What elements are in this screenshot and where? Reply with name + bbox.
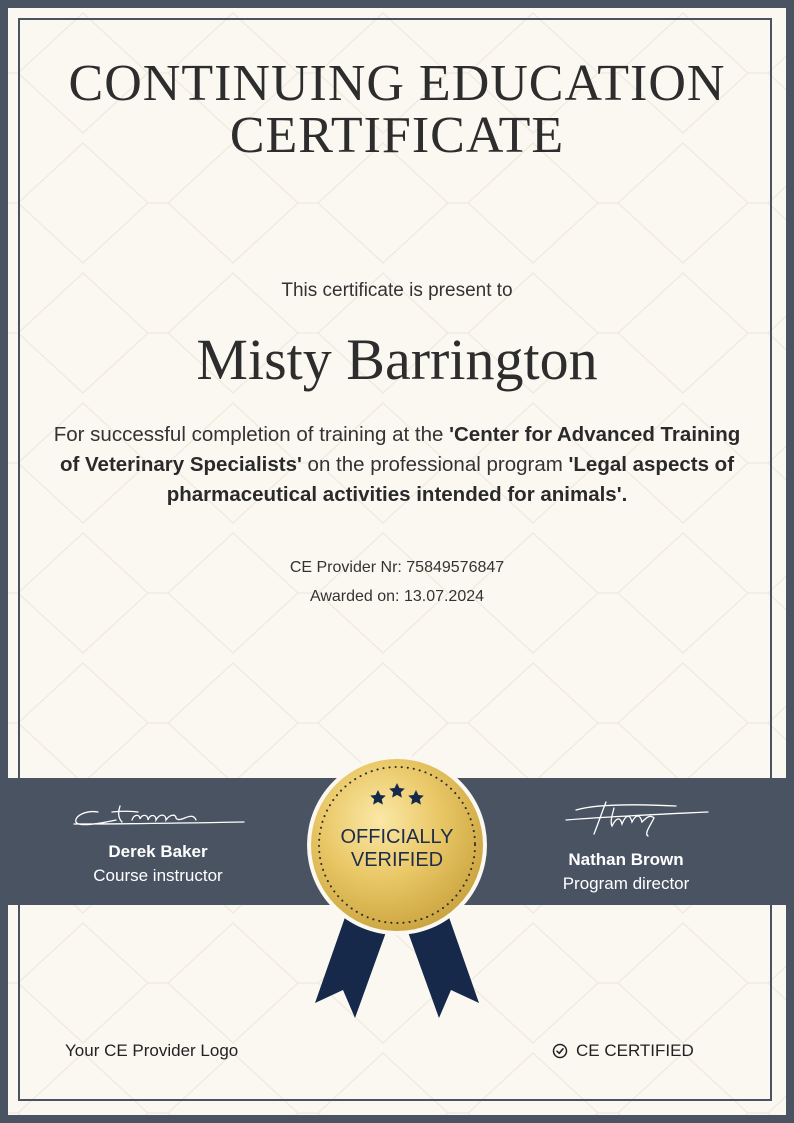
recipient-name: Misty Barrington <box>196 327 598 392</box>
seal-text <box>305 826 489 872</box>
awarded-date: Awarded on: 13.07.2024 <box>309 588 485 605</box>
signer-name-right: Nathan Brown <box>568 850 684 869</box>
seal-line-2: VERIFIED <box>350 849 444 871</box>
presented-text: This certificate is present to <box>281 280 513 301</box>
institution-name: 'Center for Advanced Training of Veterinary Specialists' <box>59 423 741 476</box>
check-circle-icon <box>552 1043 568 1059</box>
statement-part-1: For successful completion of training at the <box>53 423 450 446</box>
statement-part-2: on the professional program <box>301 453 569 476</box>
signature-left <box>58 798 258 886</box>
signature-right <box>526 798 726 894</box>
program-name: 'Legal aspects of pharmaceutical activities intended for animals'. <box>166 453 735 506</box>
ce-certified <box>552 1041 694 1061</box>
certificate-title <box>8 55 786 164</box>
seal-graphic <box>305 753 489 1023</box>
title-line-2: CERTIFICATE <box>229 107 565 164</box>
title-line-1: CONTINUING EDUCATION <box>68 55 726 112</box>
seal-line-1: OFFICIALLY <box>340 826 454 848</box>
verified-seal <box>305 753 489 1023</box>
signature-derek-baker <box>68 798 248 832</box>
ce-certified-label: CE CERTIFIED <box>576 1041 694 1060</box>
certificate-page <box>8 8 786 1115</box>
provider-number: CE Provider Nr: 75849576847 <box>289 559 505 576</box>
provider-logo-placeholder: Your CE Provider Logo <box>65 1041 239 1060</box>
completion-statement <box>48 420 746 510</box>
signer-role-left: Course instructor <box>93 866 223 885</box>
signer-role-right: Program director <box>562 874 690 893</box>
signer-name-left: Derek Baker <box>108 842 208 861</box>
signature-nathan-brown <box>536 798 716 840</box>
certificate-meta <box>8 553 786 611</box>
